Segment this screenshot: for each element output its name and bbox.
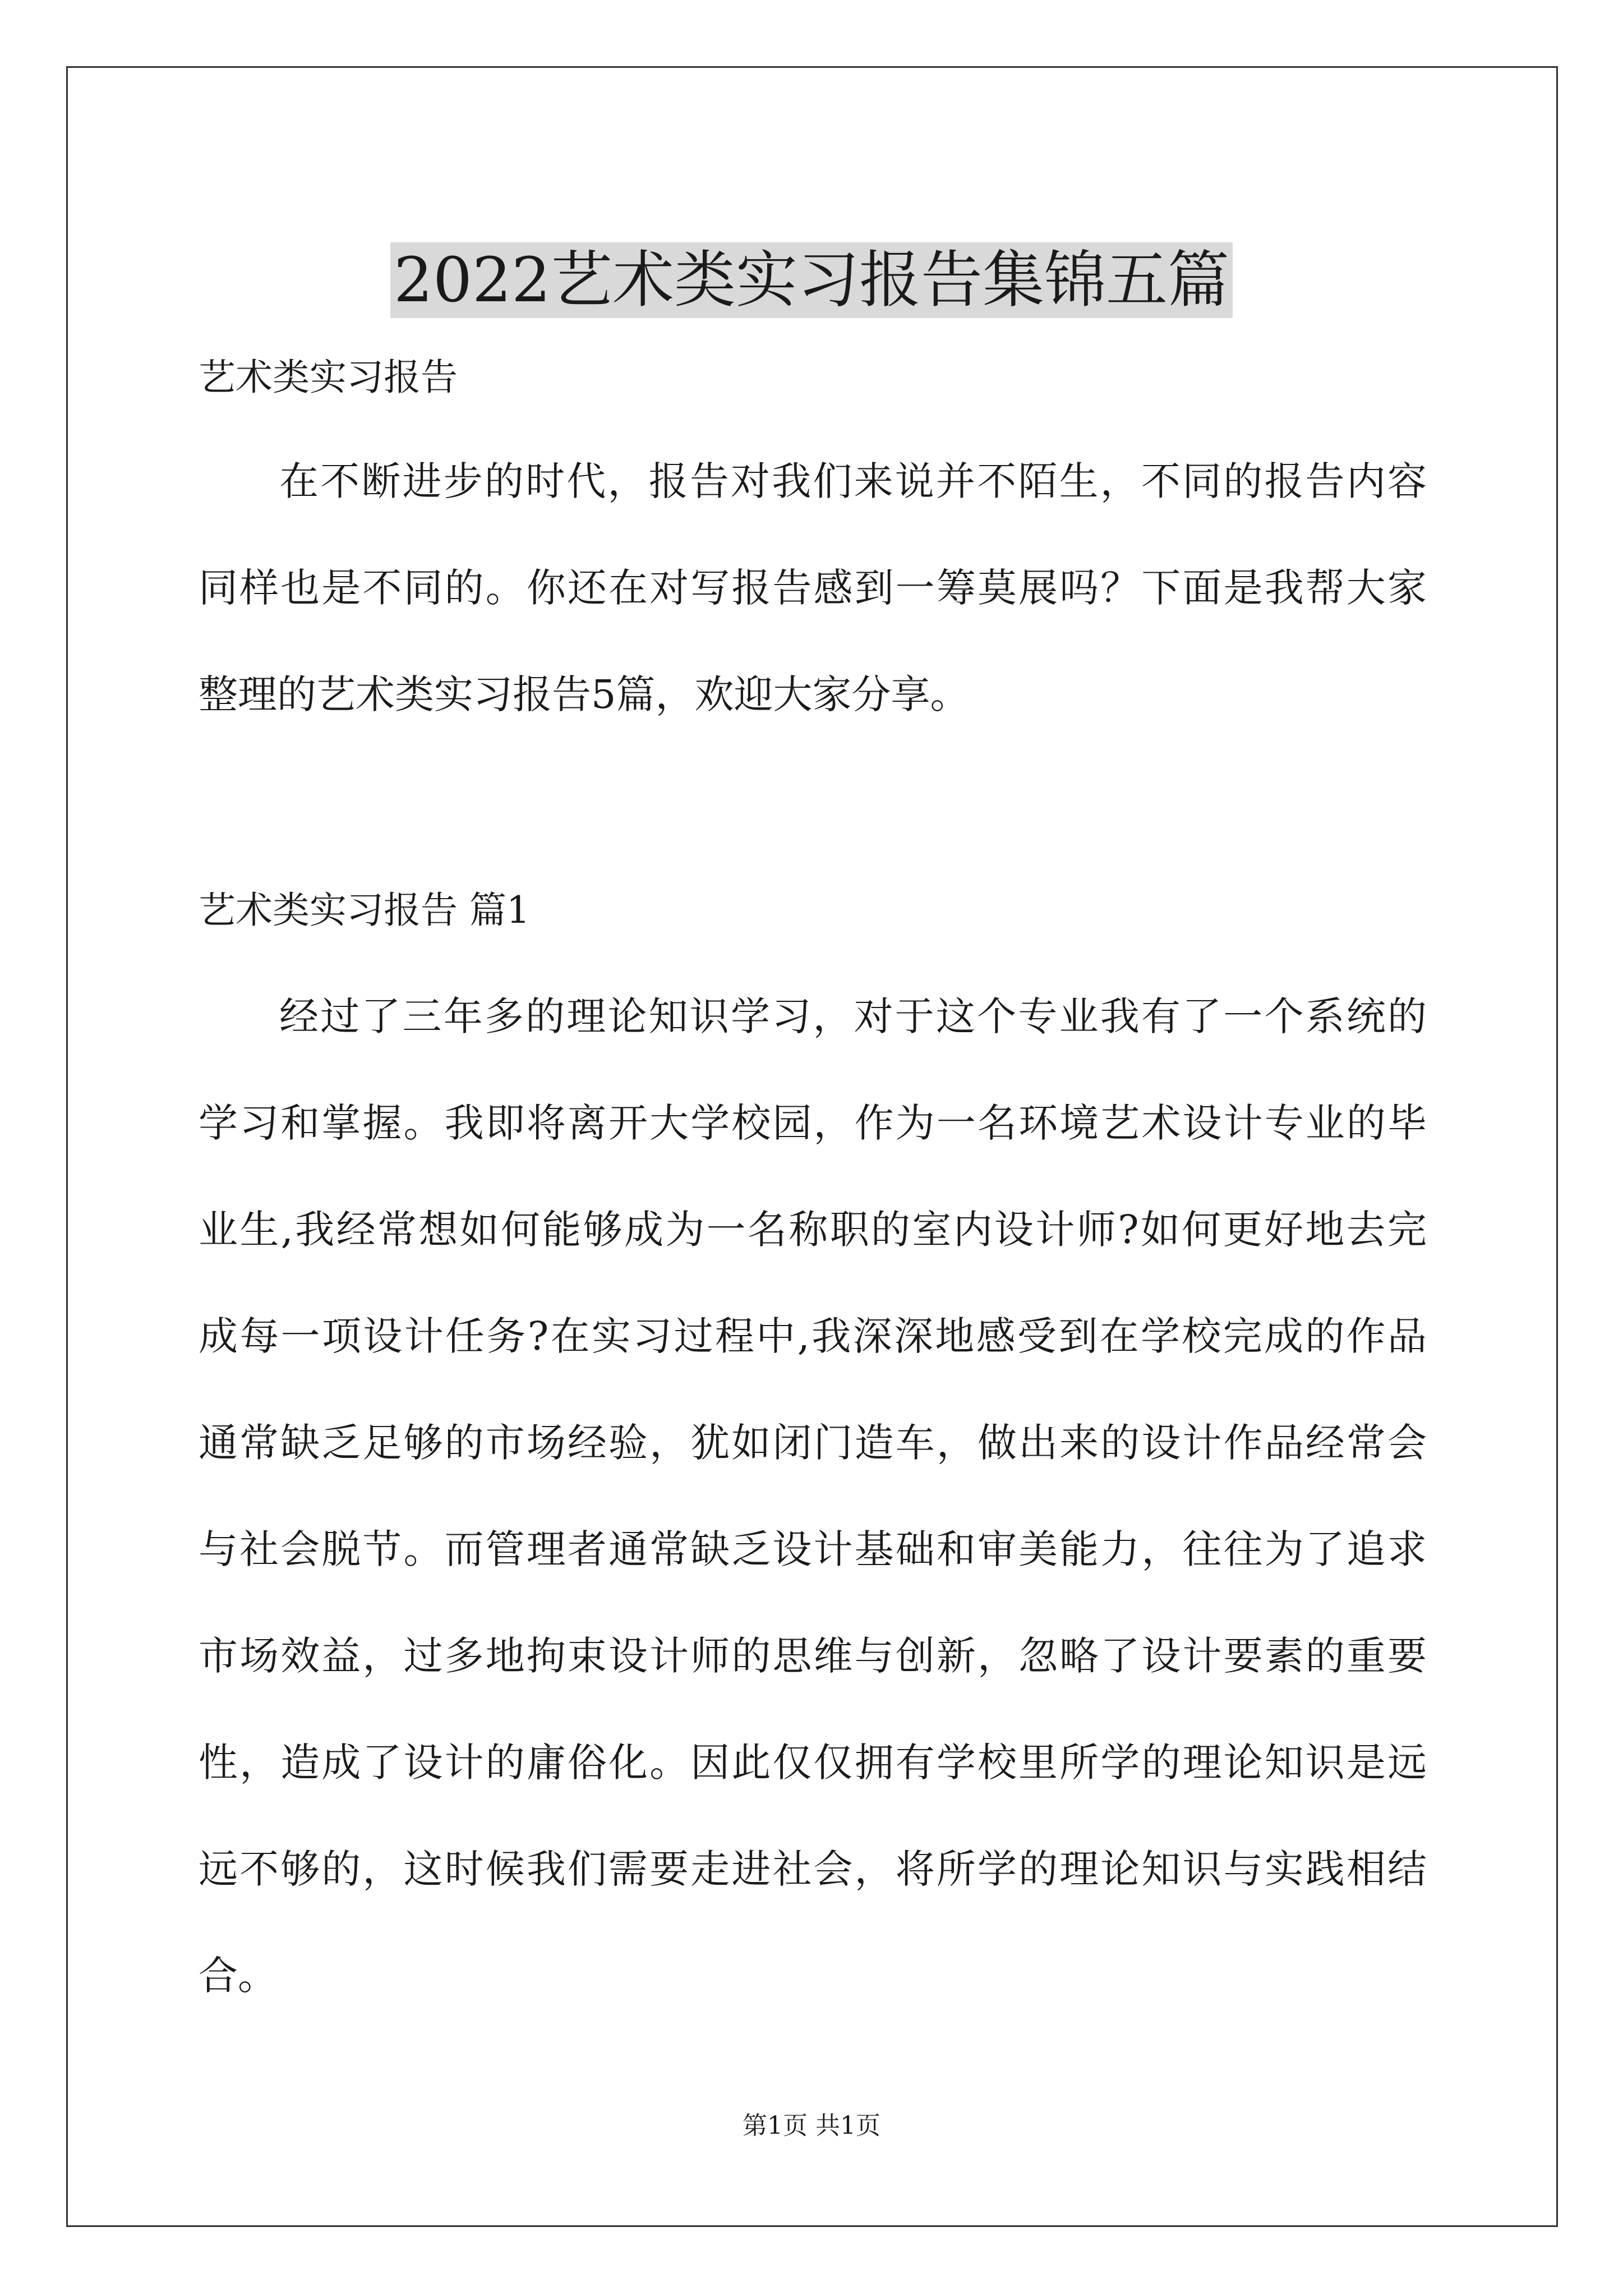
section-line: 学习和掌握。我即将离开大学校园，作为一名环境艺术设计专业的毕 (199, 1100, 1427, 1146)
section-line: 合。 (199, 1953, 277, 1999)
title-container (0, 201, 1623, 359)
section-line: 业生,我经常想如何能够成为一名称职的室内设计师?如何更好地去完 (199, 1207, 1427, 1253)
page-footer: 第1页 共1页 (743, 2111, 880, 2140)
section-heading: 艺术类实习报告 篇1 (199, 889, 530, 932)
section-line: 经过了三年多的理论知识学习，对于这个专业我有了一个系统的 (279, 993, 1427, 1039)
intro-line: 在不断进步的时代，报告对我们来说并不陌生，不同的报告内容 (279, 458, 1427, 504)
section-line: 市场效益，过多地拘束设计师的思维与创新，忽略了设计要素的重要 (199, 1633, 1427, 1679)
document-title: 2022艺术类实习报告集锦五篇 (390, 242, 1233, 318)
section-line: 成每一项设计任务?在实习过程中,我深深地感受到在学校完成的作品 (199, 1313, 1427, 1359)
intro-line: 整理的艺术类实习报告5篇，欢迎大家分享。 (199, 671, 970, 717)
section-line: 性，造成了设计的庸俗化。因此仅仅拥有学校里所学的理论知识是远 (199, 1740, 1427, 1786)
intro-heading: 艺术类实习报告 (199, 356, 458, 399)
section-line: 通常缺乏足够的市场经验，犹如闭门造车，做出来的设计作品经常会 (199, 1420, 1427, 1466)
section-line: 远不够的，这时候我们需要走进社会，将所学的理论知识与实践相结 (199, 1846, 1427, 1892)
intro-line: 同样也是不同的。你还在对写报告感到一筹莫展吗？下面是我帮大家 (199, 565, 1427, 611)
section-line: 与社会脱节。而管理者通常缺乏设计基础和审美能力，往往为了追求 (199, 1526, 1427, 1572)
